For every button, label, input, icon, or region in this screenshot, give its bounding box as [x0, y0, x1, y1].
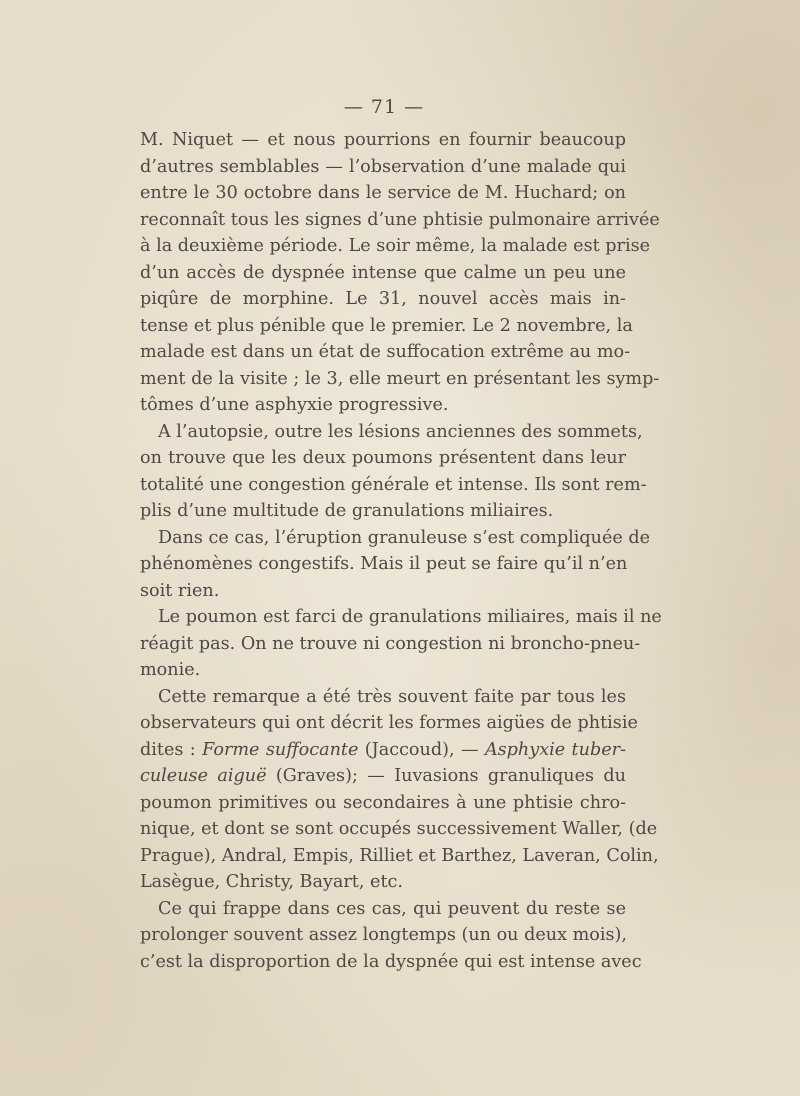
paragraph-1	[140, 127, 660, 419]
text-run: (Jaccoud), —	[358, 739, 485, 760]
text-line: Ce qui frappe dans ces cas, qui peuvent du reste se	[158, 898, 626, 919]
text-line: Prague), Andral, Empis, Rilliet et Barthez, Laveran, Colin,	[140, 845, 659, 866]
text-line: A l’autopsie, outre les lésions anciennes des sommets,	[158, 421, 643, 442]
text-line: c’est la disproportion de la dyspnée qui est intense avec	[140, 951, 642, 972]
text-run: dites :	[140, 739, 203, 760]
italic-term: Asphyxie tuber-	[484, 739, 626, 760]
text-line: Cette remarque a été très souvent faite par tous les	[158, 686, 626, 707]
text-line: tômes d’une asphyxie progressive.	[140, 395, 449, 415]
text-line: entre le 30 octobre dans le service de M. Huchard; on	[140, 183, 626, 203]
paragraph-4	[140, 604, 662, 684]
text-line: d’un accès de dyspnée intense que calme un peu une	[140, 262, 626, 283]
text-line: réagit pas. On ne trouve ni congestion ni broncho-pneu-	[140, 633, 641, 654]
text-line: à la deuxième période. Le soir même, la malade est prise	[140, 236, 651, 256]
text-line: Lasègue, Christy, Bayart, etc.	[140, 872, 403, 892]
text-line: monie.	[140, 660, 201, 680]
text-line: d’autres semblables — l’observation d’une malade qui	[140, 156, 626, 177]
italic-term: Forme suffocante	[202, 739, 359, 760]
paragraph-5	[140, 684, 659, 896]
text-line: observateurs qui ont décrit les formes aigües de phtisie	[140, 713, 638, 733]
italic-term: culeuse aiguë	[140, 766, 267, 786]
text-line: nique, et dont se sont occupés successivement Waller, (de	[140, 819, 658, 839]
text-run: (Graves); — Iuvasions granuliques du	[266, 766, 626, 786]
text-line: piqûre de morphine. Le 31, nouvel accès mais in-	[140, 289, 626, 309]
text-line: prolonger souvent assez longtemps (un ou deux mois),	[140, 925, 628, 945]
text-line: totalité une congestion générale et intense. Ils sont rem-	[140, 474, 647, 495]
text-line: Dans ce cas, l’éruption granuleuse s’est compliquée de	[158, 527, 651, 548]
paragraph-3	[140, 525, 651, 605]
body-text	[140, 127, 662, 975]
text-line: poumon primitives ou secondaires à une phtisie chro-	[140, 792, 626, 813]
text-line-italic-mix	[140, 737, 626, 764]
text-line: phénomènes congestifs. Mais il peut se faire qu’il n’en	[140, 554, 628, 574]
text-line: reconnaît tous les signes d’une phtisie pulmonaire arrivée	[140, 209, 660, 230]
text-line: plis d’une multitude de granulations miliaires.	[140, 501, 554, 521]
text-line: on trouve que les deux poumons présentent dans leur	[140, 448, 626, 468]
text-line: Le poumon est farci de granulations miliaires, mais il ne	[158, 607, 662, 627]
text-line: malade est dans un état de suffocation extrême au mo-	[140, 342, 631, 362]
text-line: M. Niquet — et nous pourrions en fournir beaucoup	[140, 130, 626, 150]
text-line-italic-mix	[140, 763, 626, 790]
text-line: soit rien.	[140, 580, 220, 601]
paragraph-6	[140, 896, 642, 976]
text-line: ment de la visite ; le 3, elle meurt en présentant les symp-	[140, 368, 660, 389]
page-number: — 71 —	[343, 96, 425, 118]
text-line: tense et plus pénible que le premier. Le 2 novembre, la	[140, 315, 633, 336]
paragraph-2	[140, 419, 647, 525]
